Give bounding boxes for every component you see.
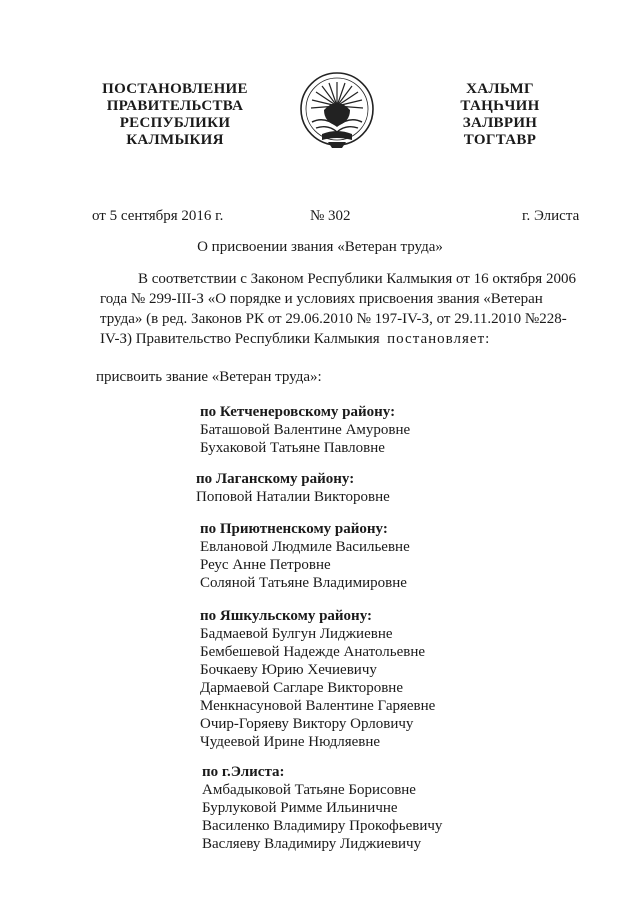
header-left-line: РЕСПУБЛИКИ <box>119 115 231 131</box>
preamble-line: труда» (в ред. Законов РК от 29.06.2010 № 197-IV-З, от 29.11.2010 №228- <box>100 311 567 327</box>
document-city: г. Элиста <box>522 208 580 224</box>
document-title: О присвоении звания «Ветеран труда» <box>197 239 443 255</box>
district-group <box>200 403 410 457</box>
district-group <box>196 470 390 506</box>
header-left-line: ПОСТАНОВЛЕНИЕ <box>102 81 248 97</box>
person-name: Бембешевой Надежде Анатольевне <box>200 644 426 660</box>
person-name: Бочкаеву Юрию Хечиевичу <box>200 662 377 678</box>
header-right-line: ХАЛЬМГ <box>466 81 534 97</box>
preamble-line: В соответствии с Законом Республики Калмыкия от 16 октября 2006 <box>138 271 576 287</box>
document-number: № 302 <box>310 208 351 224</box>
district-heading: по г.Элиста: <box>202 764 285 780</box>
document-date: от 5 сентября 2016 г. <box>92 208 224 224</box>
preamble-line: года № 299-III-З «О порядке и условиях присвоения звания «Ветеран <box>100 291 543 307</box>
person-name: Дармаевой Сагларе Викторовне <box>200 680 403 696</box>
person-name: Баташовой Валентине Амуровне <box>200 422 411 438</box>
person-name: Чудеевой Ирине Нюдляевне <box>200 734 381 750</box>
assign-text: присвоить звание «Ветеран труда»: <box>96 369 322 385</box>
person-name: Соляной Татьяне Владимировне <box>200 575 407 591</box>
person-name: Реус Анне Петровне <box>200 557 331 573</box>
preamble-paragraph <box>100 269 588 349</box>
header-right-title <box>450 81 550 149</box>
header-left-line: ПРАВИТЕЛЬСТВА <box>106 98 244 114</box>
person-name: Евлановой Людмиле Васильевне <box>200 539 410 555</box>
person-name: Бадмаевой Булгун Лиджиевне <box>200 626 393 642</box>
person-name: Менкнасуновой Валентине Гаряевне <box>200 698 436 714</box>
preamble-line: IV-З) Правительство Республики Калмыкия <box>100 331 380 347</box>
preamble-last-line <box>100 329 588 349</box>
header-right-line: ТОГТАВР <box>463 132 537 148</box>
coat-of-arms-emblem <box>298 70 376 152</box>
district-group <box>202 763 442 853</box>
person-name: Очир-Горяеву Виктору Орловичу <box>200 716 414 732</box>
header-left-title <box>90 81 260 149</box>
district-heading: по Приютненскому району: <box>200 521 388 537</box>
decree-word: постановляет: <box>387 331 491 347</box>
person-name: Василенко Владимиру Прокофьевичу <box>202 818 443 834</box>
person-name: Бурлуковой Римме Ильиничне <box>202 800 398 816</box>
header-right-line: ЗАЛВРИН <box>462 115 538 131</box>
header-right-line: ТАҢҺЧИН <box>460 98 540 114</box>
district-heading: по Кетченеровскому району: <box>200 404 396 420</box>
district-heading: по Лаганскому району: <box>196 471 355 487</box>
person-name: Поповой Наталии Викторовне <box>196 489 390 505</box>
district-group <box>200 607 435 751</box>
person-name: Васляеву Владимиру Лиджиевичу <box>202 836 422 852</box>
person-name: Бухаковой Татьяне Павловне <box>200 440 385 456</box>
header-left-line: КАЛМЫКИЯ <box>126 132 224 148</box>
district-heading: по Яшкульскому району: <box>200 608 373 624</box>
district-group <box>200 520 410 592</box>
person-name: Амбадыковой Татьяне Борисовне <box>202 782 416 798</box>
